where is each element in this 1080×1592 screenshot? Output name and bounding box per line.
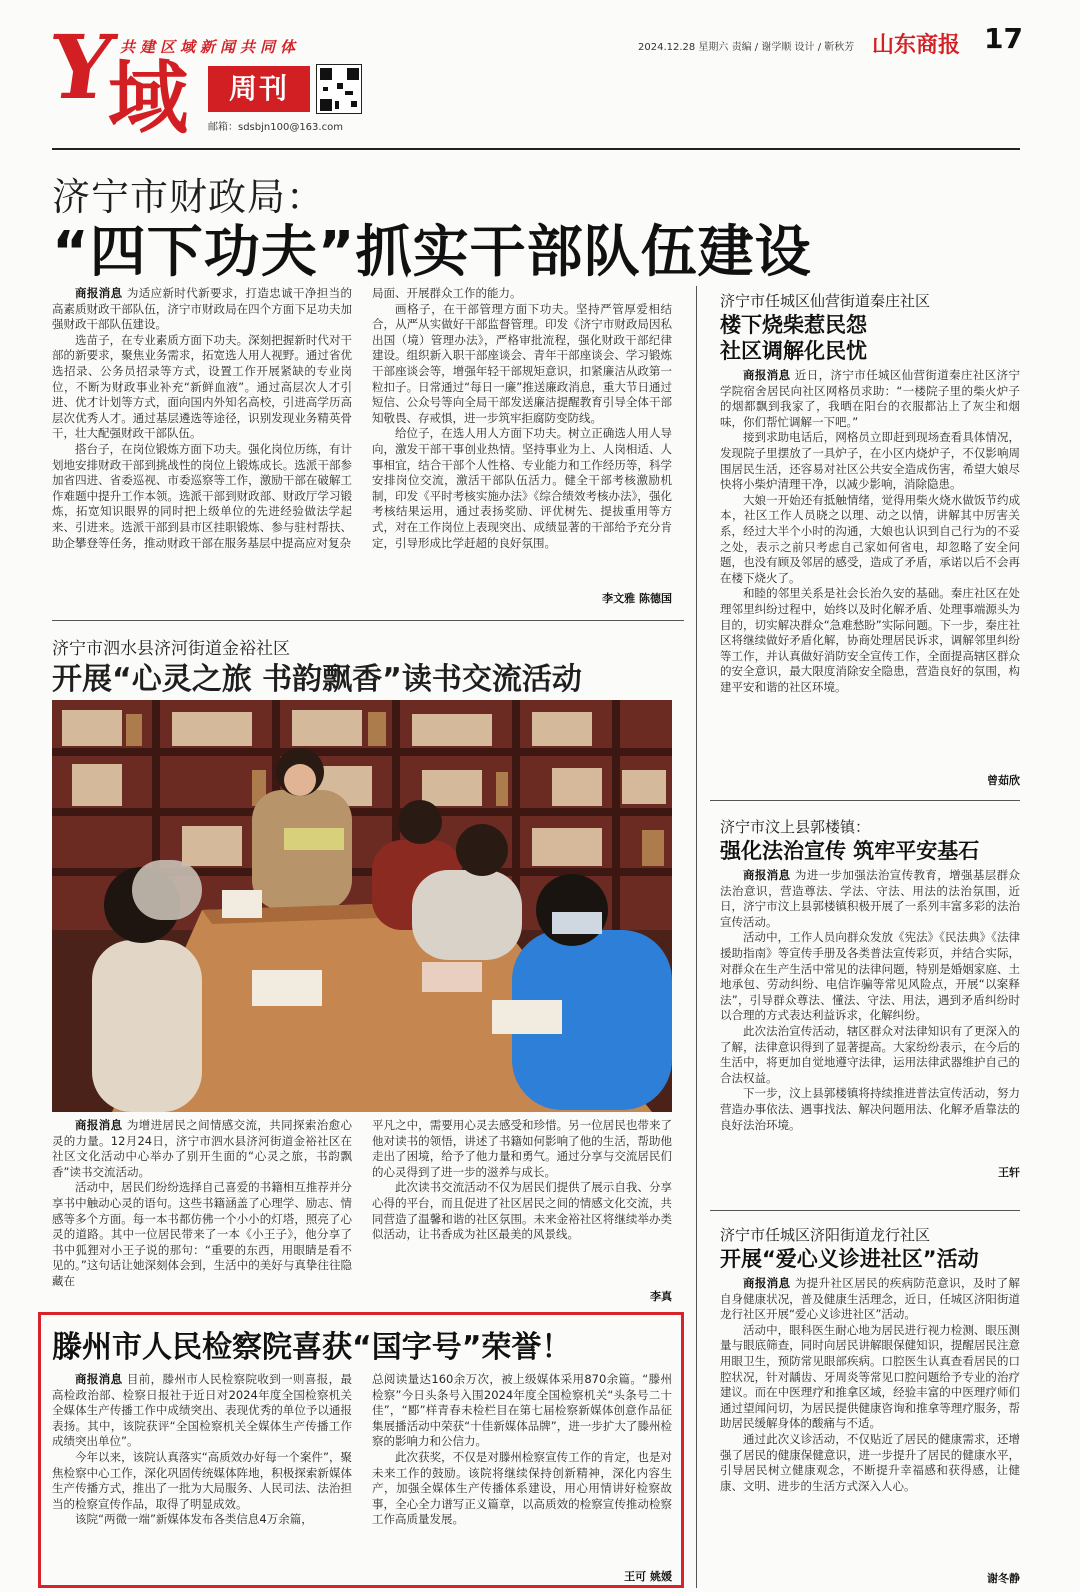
sidebar-divider-1 [710,800,1020,801]
sidebar1-title-line2: 社区调解化民忧 [720,339,867,363]
paragraph [720,1024,1020,1086]
dateline-keyword: 商报消息 [743,1276,795,1290]
paragraph [52,442,352,551]
y-logo: Y [42,15,117,119]
paragraph [372,1118,672,1180]
paragraph [720,868,1020,930]
paragraph [720,368,1020,430]
paragraph [720,430,1020,492]
dateline-keyword: 商报消息 [743,368,795,382]
paragraph-text: 此次法治宣传活动，辖区群众对法律知识有了更深入的了解，法律意识得到了显著提高。大家纷纷表示，在今后的生活中，将更加自觉地遵守法律，运用法律武器维护自己的合法权益。 [720,1023,1020,1085]
paragraph-text: 画格子，在干部管理方面下功夫。坚持严管厚爱相结合，从严从实做好干部监督管理。印发《济宁市财政局因私出国（境）管理办法》，严格审批流程，强化财政干部纪律建设。组织新入职干部座谈会、青年干部座谈会、学习锻炼干部座谈会等，增强年轻干部规矩意识，扣紧廉洁从政第一粒扣子。日常通过“每日一廉”推送廉政消息，重大节日通过短信、公众号等向全局干部发送廉洁提醒教育引导全体干部知敬畏、存戒惧，进一步筑牢拒腐防变防线。 [372,301,672,425]
paragraph [372,1180,672,1242]
paragraph [720,930,1020,1024]
paragraph-text: 为提升社区居民的疾病防范意识，及时了解自身健康状况，普及健康生活理念，近日，任城区济阳街道龙行社区开展“爱心义诊进社区”活动。 [720,1276,1020,1322]
editor-email: 邮箱：sdsbjn100@163.com [208,122,343,133]
paragraph [372,1372,672,1450]
lead-title: “四下功夫”抓实干部队伍建设 [52,220,812,285]
paragraph-text: 给位子，在选人用人方面下功夫。树立正确选人用人导向，激发干部干事创业热情。坚持事业为上、人岗相适、人事相宜，结合干部个人性格、专业能力和工作经历等，科学安排岗位交流，激活干部队伍活力。健全干部考核激励机制，印发《平时考核实施办法》《综合绩效考核办法》，强化考核结果运用，通过表扬奖励、评优树先、提拔重用等方式，对在工作岗位上表现突出、成绩显著的干部给予充分肯定，引导形成比学赶超的良好氛围。 [372,426,672,550]
paragraph-text: 该院“两微一端”新媒体发布各类信息4万余篇， [75,1512,313,1527]
paper-name: 山东商报 [872,33,961,58]
featured-title: 滕州市人民检察院喜获“国字号”荣誉！ [52,1330,572,1365]
dateline-keyword: 商报消息 [75,286,127,300]
issue-meta: 2024.12.28 星期六 责编 / 谢学顺 设计 / 靳秋芳 [638,42,855,53]
article2-column-2 [372,1118,672,1288]
dateline-keyword: 商报消息 [75,1372,127,1386]
paragraph-text: 总阅读量达160余万次，被上级媒体采用870余篇。“滕州检察”今日头条号入围2024年度全国检察机关“头条号二十佳”，“郾”样青春未检栏目在第七届检察新媒体创意作品征集展播活动中荣获“十佳新媒体品牌”，进一步扩大了滕州检察的影响力和公信力。 [372,1372,672,1449]
sidebar1-author: 曾茹欣 [987,774,1020,787]
sidebar1-subtitle: 济宁市任城区仙营街道秦庄社区 [720,292,931,310]
lead-column-1 [52,286,352,608]
paragraph-text: 下一步，汶上县郭楼镇将持续推进普法宣传活动，努力营造办事依法、遇事找法、解决问题用法、化解矛盾靠法的良好法治环境。 [720,1086,1020,1132]
paragraph-text: 今年以来，该院认真落实“高质效办好每一个案件”，聚焦检察中心工作，深化巩固传统媒体阵地，积极探索新媒体生产传播方式，推出了一批为大局服务、人民司法、法治担当的检察宣传作品，取得了明显成效。 [52,1449,352,1511]
paragraph-text: 活动中，眼科医生耐心地为居民进行视力检测、眼压测量与眼底筛查，同时向居民讲解眼保健知识，提醒居民注意用眼卫生，预防常见眼部疾病。口腔医生认真查看居民的口腔状况，针对龋齿、牙周炎等常见口腔问题给予专业的治疗建议。而在中医理疗和推拿区域，经验丰富的中医理疗师们通过望闻问切，为居民提供健康咨询和推拿等理疗服务，帮助居民缓解身体的酸痛与不适。 [720,1322,1020,1431]
paragraph-text: 为增进居民之间情感交流，共同探索治愈心灵的力量。12月24日，济宁市泗水县济河街道金裕社区在社区文化活动中心举办了别开生面的“心灵之旅，书韵飘香”读书交流活动。 [52,1118,352,1179]
paragraph [52,1372,352,1450]
sidebar3-title: 开展“爱心义诊进社区”活动 [720,1247,979,1271]
sidebar2-subtitle: 济宁市汶上县郭楼镇： [720,818,871,836]
slogan: 共建区域新闻共同体 [120,38,301,56]
paragraph [720,1276,1020,1323]
sidebar1-title-line1: 楼下烧柴惹民怨 [720,313,867,337]
featured-authors: 王可 姚媛 [624,1570,672,1583]
sidebar3-author: 谢冬静 [987,1572,1020,1585]
article2-subtitle: 济宁市泗水县济河街道金裕社区 [52,639,290,659]
sidebar3-body [720,1276,1020,1566]
paragraph [720,1086,1020,1133]
yu-logo: 域 [108,51,188,145]
paragraph-text: 和睦的邻里关系是社会长治久安的基础。秦庄社区在处理邻里纠纷过程中，始终以及时化解矛盾、处理事端源头为目的，切实解决群众“急难愁盼”实际问题。下一步，秦庄社区将继续做好矛盾化解，协商处理居民诉求，调解邻里纠纷等工作，并认真做好消防安全宣传工作，全面提高辖区群众的安全意识，最大限度消除安全隐患，营造良好的氛围，构建平安和谐的社区环境。 [720,586,1020,694]
masthead-rule [52,148,1020,150]
paragraph-text: 活动中，居民们纷纷选择自己喜爱的书籍相互推荐并分享书中触动心灵的语句。这些书籍涵盖了心理学、励志、情感等多个方面。每一本书都仿佛一个小小的灯塔，照亮了心灵的道路。其中一位居民带来了一本《小王子》，他分享了书中狐狸对小王子说的那句：“重要的东西，用眼睛是看不见的。”这句话让她深刻体会到，生活中的美好与真挚往往隐藏在 [52,1180,352,1288]
paragraph [720,1432,1020,1494]
sidebar2-author: 王轩 [998,1166,1020,1179]
paragraph [52,286,352,333]
paragraph [720,1323,1020,1432]
featured-column-2 [372,1372,672,1568]
paragraph-text: 大娘一开始还有抵触情绪，觉得用柴火烧水做饭节约成本，社区工作人员晓之以理、动之以情，讲解其中厉害关系，经过大半个小时的沟通，大娘也认识到自己行为的不妥之处，表示之前只考虑自己家如何省电，却忽略了安全问题，也没有顾及邻居的感受，造成了矛盾，承诺以后不会再在楼下烧火了。 [720,492,1020,585]
lead-authors: 李文雅 陈德国 [602,592,672,605]
paragraph-text: 搭台子，在岗位锻炼方面下功夫。强化岗位历练，有计划地安排财政干部到挑战性的岗位上锻炼成长。选派干部参加省四进、省委巡视、市委巡察等工作，激励干部在破解工作难题中提升工作本领。选派干部到财政部、财政厅学习锻炼，拓宽知识眼界的同时把上级单位的先进经验做法学起来、引进来。选派干部到县市区挂职锻炼、参与驻村帮扶、助企攀登等任务，推动财政干部在服务基层中提高应对复杂 [52,441,352,550]
lead-column-2 [372,286,672,592]
article2-title: 开展“心灵之旅 书韵飘香”读书交流活动 [52,662,582,697]
sidebar1-body [720,368,1020,776]
paragraph [372,426,672,551]
paragraph-text: 近日，济宁市任城区仙营街道秦庄社区济宁学院宿舍居民向社区网格员求助：“一楼院子里的柴火炉子的烟都飘到我家了，我晒在阳台的衣服都沾上了灰尘和烟味，你们帮忙调解一下吧。” [720,368,1020,429]
column-divider [696,286,697,1588]
paragraph [720,586,1020,695]
paragraph-text: 平凡之中，需要用心灵去感受和珍惜。另一位居民也带来了他对读书的领悟，讲述了书籍如何影响了他的生活，帮助他走出了困境，给予了他力量和勇气。通过分享与交流居民们的心灵得到了进一步的滋养与成长。 [372,1118,672,1179]
paragraph-text: 活动中，工作人员向群众发放《宪法》《民法典》《法律援助指南》等宣传手册及各类普法宣传彩页，并结合实际，对群众在生产生活中常见的法律问题，特别是婚姻家庭、土地承包、劳动纠纷、电信诈骗等常见风险点，开展“以案释法”，引导群众尊法、懂法、守法、用法，遇到矛盾纠纷时以合理的方式表达利益诉求，化解纠纷。 [720,930,1020,1023]
featured-column-1 [52,1372,352,1584]
sidebar-divider-2 [710,1210,1020,1211]
paragraph-text: 为进一步加强法治宣传教育，增强基层群众法治意识，营造尊法、学法、守法、用法的法治氛围，近日，济宁市汶上县郭楼镇积极开展了一系列丰富多彩的法治宣传活动。 [720,868,1020,929]
paragraph [52,1180,352,1289]
paragraph [372,1450,672,1528]
paragraph [372,286,672,302]
dateline-keyword: 商报消息 [743,868,795,882]
article2-author: 李真 [650,1290,672,1303]
page-number: 17 [984,22,1023,55]
sidebar3-subtitle: 济宁市任城区济阳街道龙行社区 [720,1226,931,1244]
paragraph-text: 此次读书交流活动不仅为居民们提供了展示自我、分享心得的平台，而且促进了社区居民之间的情感文化交流，共同营造了温馨和谐的社区氛围。未来金裕社区将继续举办类似活动，让书香成为社区最美的风景线。 [372,1180,672,1242]
dateline-keyword: 商报消息 [75,1118,127,1132]
weekly-badge: 周刊 [208,66,310,112]
paragraph [52,333,352,442]
article2-column-1 [52,1118,352,1304]
paragraph-text: 通过此次义诊活动，不仅贴近了居民的健康需求，还增强了居民的健康保健意识，进一步提升了居民的健康水平，引导居民树立健康观念，不断提升幸福感和获得感，让健康、文明、进步的生活方式深入人心。 [720,1431,1020,1493]
paragraph-text: 为适应新时代新要求，打造忠诚干净担当的高素质财政干部队伍，济宁市财政局在四个方面下足功夫加强财政干部队伍建设。 [52,286,352,332]
paragraph-text: 目前，滕州市人民检察院收到一则喜报，最高检政治部、检察日报社于近日对2024年度全国检察机关全媒体生产传播工作中成绩突出、表现优秀的单位予以通报表扬。其中，该院获评“全国检察机关全媒体生产传播工作成绩突出单位”。 [52,1372,352,1449]
reading-event-photo [52,700,672,1112]
paragraph [52,1450,352,1512]
paragraph-text: 局面、开展群众工作的能力。 [372,286,522,300]
sidebar2-body [720,868,1020,1158]
photo-illustration [52,700,672,1112]
paragraph-text: 此次获奖，不仅是对滕州检察宣传工作的肯定，也是对未来工作的鼓励。该院将继续保持创新精神，深化内容生产，加强全媒体生产传播体系建设，用心用情讲好检察故事，全心全力谱写正义篇章，以高质效的检察宣传推动检察工作高质量发展。 [372,1449,672,1527]
paragraph [52,1512,352,1528]
paragraph-text: 选苗子，在专业素质方面下功夫。深刻把握新时代对干部的新要求，聚焦业务需求，拓宽选人用人视野。通过省优选招录、公务员招录等方式，设置工作开展紧缺的专业岗位，不断为财政事业补充“新鲜血液”。通过高层次人才引进、优才计划等方式，面向国内外知名高校，引进高学历高层次优秀人才。通过基层遴选等途径，识别发现业务精英骨干，壮大配强财政干部队伍。 [52,332,352,441]
qr-code-icon [316,64,362,114]
paragraph-text: 接到求助电话后，网格员立即赶到现场查看具体情况，发现院子里摆放了一具炉子，在小区内烧炉子，不仅影响周围居民生活，还容易对社区公共安全造成伤害，希望大娘尽快将小柴炉清理干净，以减少影响，消除隐患。 [720,430,1020,492]
sidebar2-title: 强化法治宣传 筑牢平安基石 [720,839,980,863]
paragraph [720,493,1020,587]
section-divider [52,620,684,621]
paragraph [372,302,672,427]
paragraph [52,1118,352,1180]
lead-subtitle: 济宁市财政局： [52,175,326,219]
